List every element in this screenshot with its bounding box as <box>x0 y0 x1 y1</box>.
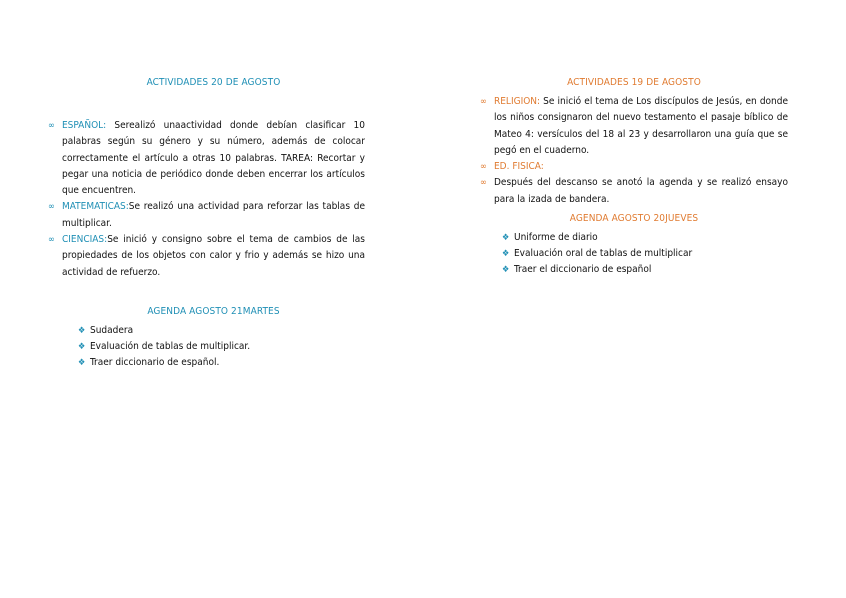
right-agenda-list <box>502 230 788 278</box>
right-item-religion <box>480 94 788 159</box>
item-label: RELIGION: <box>494 96 541 107</box>
list-item: ❖ Evaluación de tablas de multiplicar. <box>78 339 365 355</box>
right-column <box>480 74 788 278</box>
item-label: ED. FISICA: <box>494 161 544 173</box>
left-agenda-list <box>78 323 365 371</box>
item-text: Se realizó una actividad para reforzar las tablas de multiplicar. <box>62 201 365 229</box>
four-diamond-star-icon: ❖ <box>502 265 510 276</box>
four-diamond-star-icon: ❖ <box>502 233 510 244</box>
left-agenda-title: AGENDA AGOSTO 21MARTES <box>147 305 280 317</box>
right-item-descanso <box>480 175 788 208</box>
item-text: Serealizó unaactividad donde debían clasificar 10 palabras según su género y su número, además de colocar correctamente el artículo a otras 10 palabras. TAREA: Recortar y pegar una noticia de periódico donde deben encerrar los artículos que encuentren. <box>62 120 365 197</box>
item-text: Se inició el tema de Los discípulos de Jesús, en donde los niños consignaron del nuevo testamento el pasaje bíblico de Mateo 4: versículos del 18 al 23 y desarrollaron una guía que se pegó en el cuaderno. <box>494 96 788 156</box>
infinity-icon: ∞ <box>48 235 55 246</box>
list-item: ❖ Evaluación oral de tablas de multiplicar <box>502 246 788 262</box>
infinity-icon: ∞ <box>480 178 487 189</box>
list-item: ❖ Traer el diccionario de español <box>502 262 788 278</box>
left-item-matematicas <box>48 199 365 232</box>
right-item-ed-fisica <box>480 159 788 175</box>
infinity-icon: ∞ <box>48 121 55 131</box>
four-diamond-star-icon: ❖ <box>78 325 86 336</box>
left-item-ciencias <box>48 232 365 281</box>
left-item-espanol <box>48 118 365 199</box>
list-item: ❖ Uniforme de diario <box>502 230 788 246</box>
infinity-icon: ∞ <box>480 97 487 107</box>
left-column <box>48 74 365 371</box>
item-text: Después del descanso se anotó la agenda y se realizó ensayo para la izada de bandera. <box>494 177 788 205</box>
list-item: ❖ Traer diccionario de español. <box>78 355 365 371</box>
item-label: MATEMATICAS: <box>62 201 129 213</box>
infinity-icon: ∞ <box>48 202 55 213</box>
four-diamond-star-icon: ❖ <box>502 249 510 260</box>
right-title: ACTIVIDADES 19 DE AGOSTO <box>567 77 701 88</box>
item-text: Se inició y consigno sobre el tema de cambios de las propiedades de los objetos con calor y frio y además se hizo una actividad de refuerzo. <box>62 234 365 278</box>
right-agenda-title: AGENDA AGOSTO 20JUEVES <box>569 213 699 225</box>
item-label: ESPAÑOL: <box>62 120 107 131</box>
left-title: ACTIVIDADES 20 DE AGOSTO <box>146 77 281 88</box>
four-diamond-star-icon: ❖ <box>78 341 86 352</box>
list-item: ❖ Sudadera <box>78 323 365 339</box>
four-diamond-star-icon: ❖ <box>78 357 86 368</box>
item-label: CIENCIAS: <box>62 234 108 246</box>
infinity-icon: ∞ <box>480 162 487 173</box>
